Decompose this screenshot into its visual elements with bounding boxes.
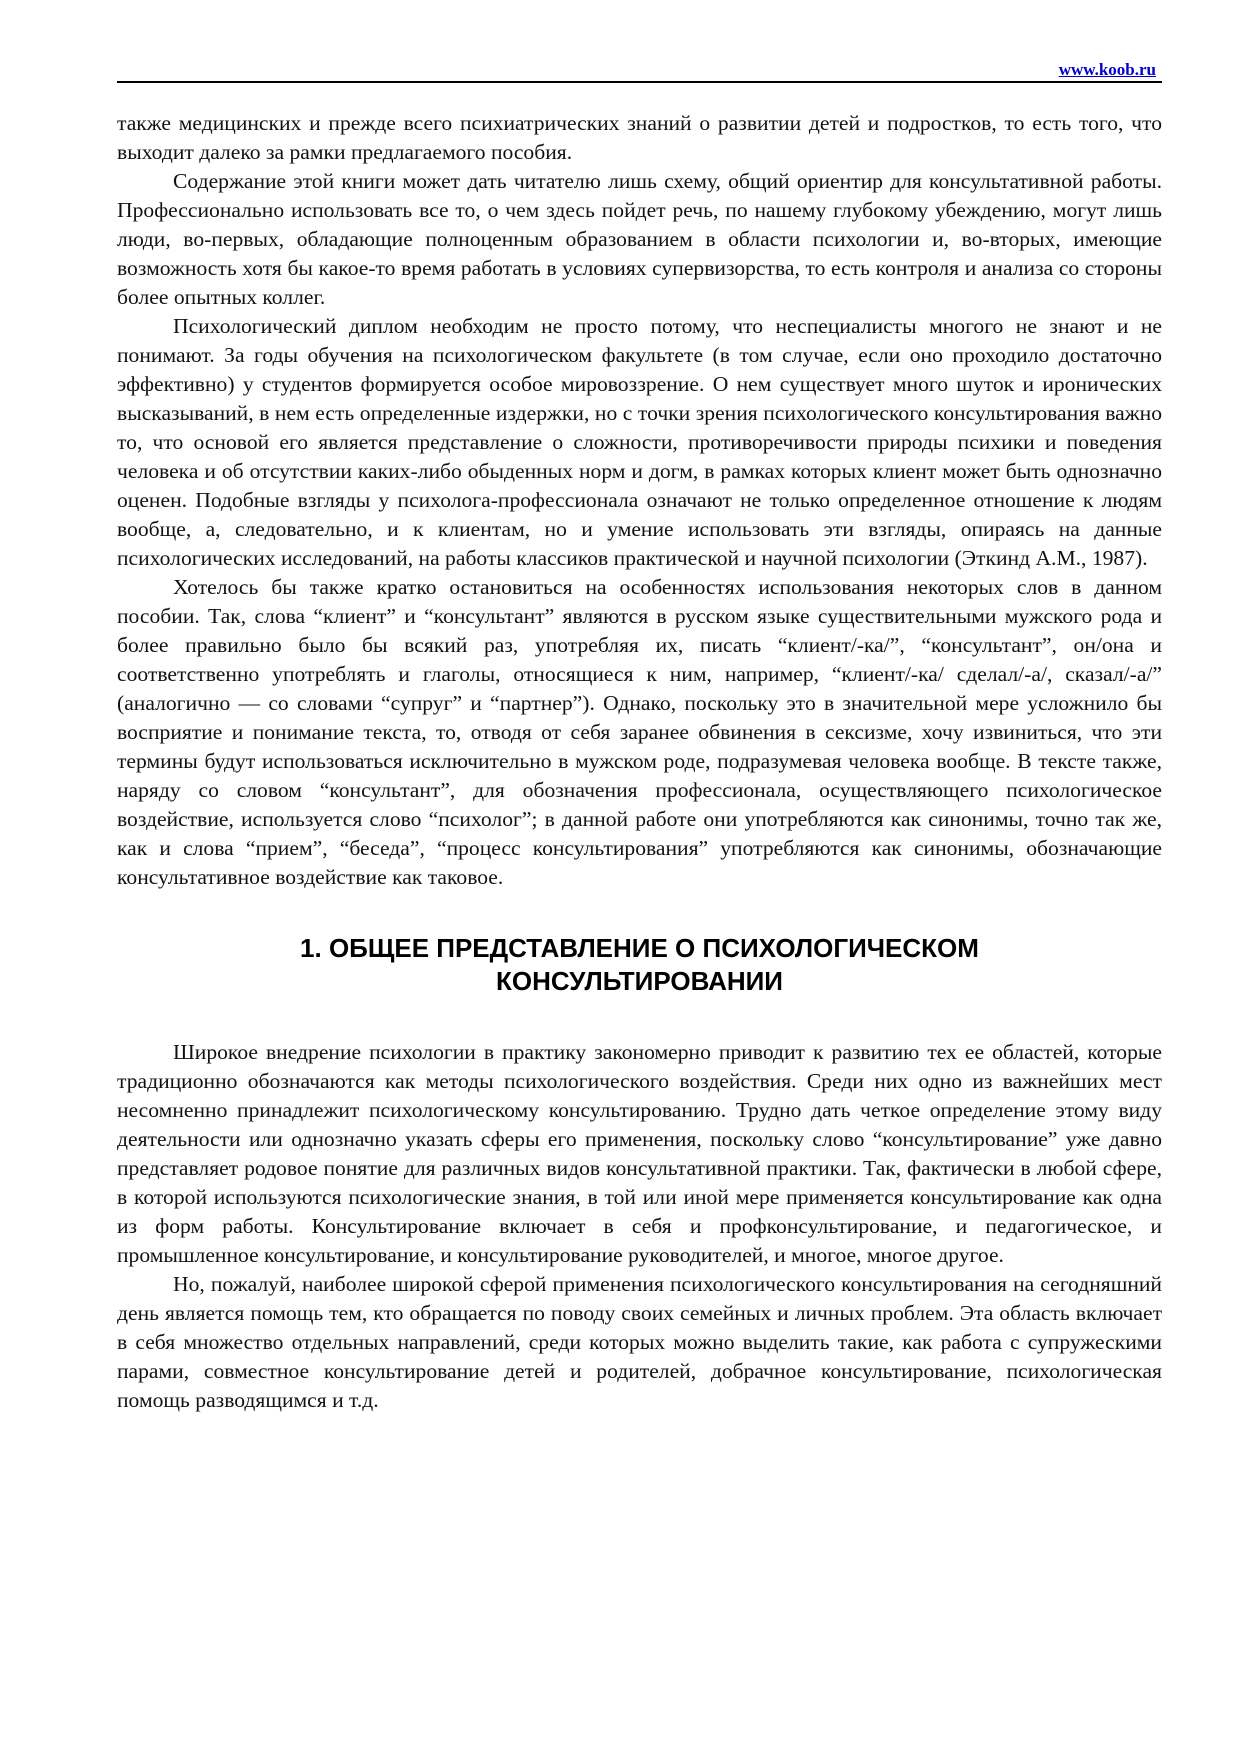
document-body [117, 109, 1162, 1415]
section-title-line-2: КОНСУЛЬТИРОВАНИИ [496, 966, 783, 996]
paragraph: Психологический диплом необходим не просто потому, что неспециалисты многого не знают и не понимают. За годы обучения на психологическом факультете (в том случае, если оно проходило достаточно эффективно) у студентов формируется особое мировоззрение. О нем существует много шуток и иронических высказываний, в нем есть определенные издержки, но с точки зрения психологического консультирования важно то, что основой его является представление о сложности, противоречивости природы психики и поведения человека и об отсутствии каких-либо обыденных норм и догм, в рамках которых клиент может быть однозначно оценен. Подобные взгляды у психолога-профессионала означают не только определенное отношение к людям вообще, а, следовательно, и к клиентам, но и умение использовать эти взгляды, опираясь на данные психологических исследований, на работы классиков практической и научной психологии (Эткинд А.М., 1987). [117, 314, 1162, 570]
paragraph: Широкое внедрение психологии в практику закономерно приводит к развитию тех ее областей, которые традиционно обозначаются как методы психологического воздействия. Среди них одно из важнейших мест несомненно принадлежит психологическому консультированию. Трудно дать четкое определение этому виду деятельности или однозначно указать сферы его применения, поскольку слово “консультирование” уже давно представляет родовое понятие для различных видов консультативной практики. Так, фактически в любой сфере, в которой используются психологические знания, в той или иной мере применяется консультирование как одна из форм работы. Консультирование включает в себя и профконсультирование, и педагогическое, и промышленное консультирование, и консультирование руководителей, и многое, многое другое. [117, 1040, 1162, 1267]
paragraph: Хотелось бы также кратко остановиться на особенностях использования некоторых слов в данном пособии. Так, слова “клиент” и “консультант” являются в русском языке существительными мужского рода и более правильно было бы всякий раз, употребляя их, писать “клиент/-ка/”, “консультант”, он/она и соответственно употреблять и глаголы, относящиеся к ним, например, “клиент/-ка/ сделал/-а/, сказал/-а/” (аналогично — со словами “супруг” и “партнер”). Однако, поскольку это в значительной мере усложнило бы восприятие и понимание текста, то, отводя от себя заранее обвинения в сексизме, хочу извиниться, что эти термины будут использоваться исключительно в мужском роде, подразумевая человека вообще. В тексте также, наряду со словом “консультант”, для обозначения профессионала, осуществляющего психологическое воздействие, используется слово “психолог”; в данной работе они употребляются как синонимы, точно так же, как и слова “прием”, “беседа”, “процесс консультирования” употребляются как синонимы, обозначающие консультативное воздействие как таковое. [117, 575, 1162, 889]
paragraph: Но, пожалуй, наиболее широкой сферой применения психологического консультирования на сегодняшний день является помощь тем, кто обращается по поводу своих семейных и личных проблем. Эта область включает в себя множество отдельных направлений, среди которых можно выделить такие, как работа с супружескими парами, совместное консультирование детей и родителей, добрачное консультирование, психологическая помощь разводящимся и т.д. [117, 1272, 1162, 1412]
paragraph-continued: также медицинских и прежде всего психиатрических знаний о развитии детей и подростков, то есть того, что выходит далеко за рамки предлагаемого пособия. [117, 111, 1162, 164]
page-header [117, 52, 1162, 83]
document-page [117, 52, 1162, 1415]
site-link[interactable]: www.koob.ru [1058, 60, 1156, 79]
paragraph: Содержание этой книги может дать читателю лишь схему, общий ориентир для консультативной работы. Профессионально использовать все то, о чем здесь пойдет речь, по нашему глубокому убеждению, могут лишь люди, во-первых, обладающие полноценным образованием в области психологии и, во-вторых, имеющие возможность хотя бы какое-то время работать в условиях супервизорства, то есть контроля и анализа со стороны более опытных коллег. [117, 169, 1162, 309]
section-title [117, 932, 1162, 998]
section-title-line-1: 1. ОБЩЕЕ ПРЕДСТАВЛЕНИЕ О ПСИХОЛОГИЧЕСКОМ [300, 933, 979, 963]
